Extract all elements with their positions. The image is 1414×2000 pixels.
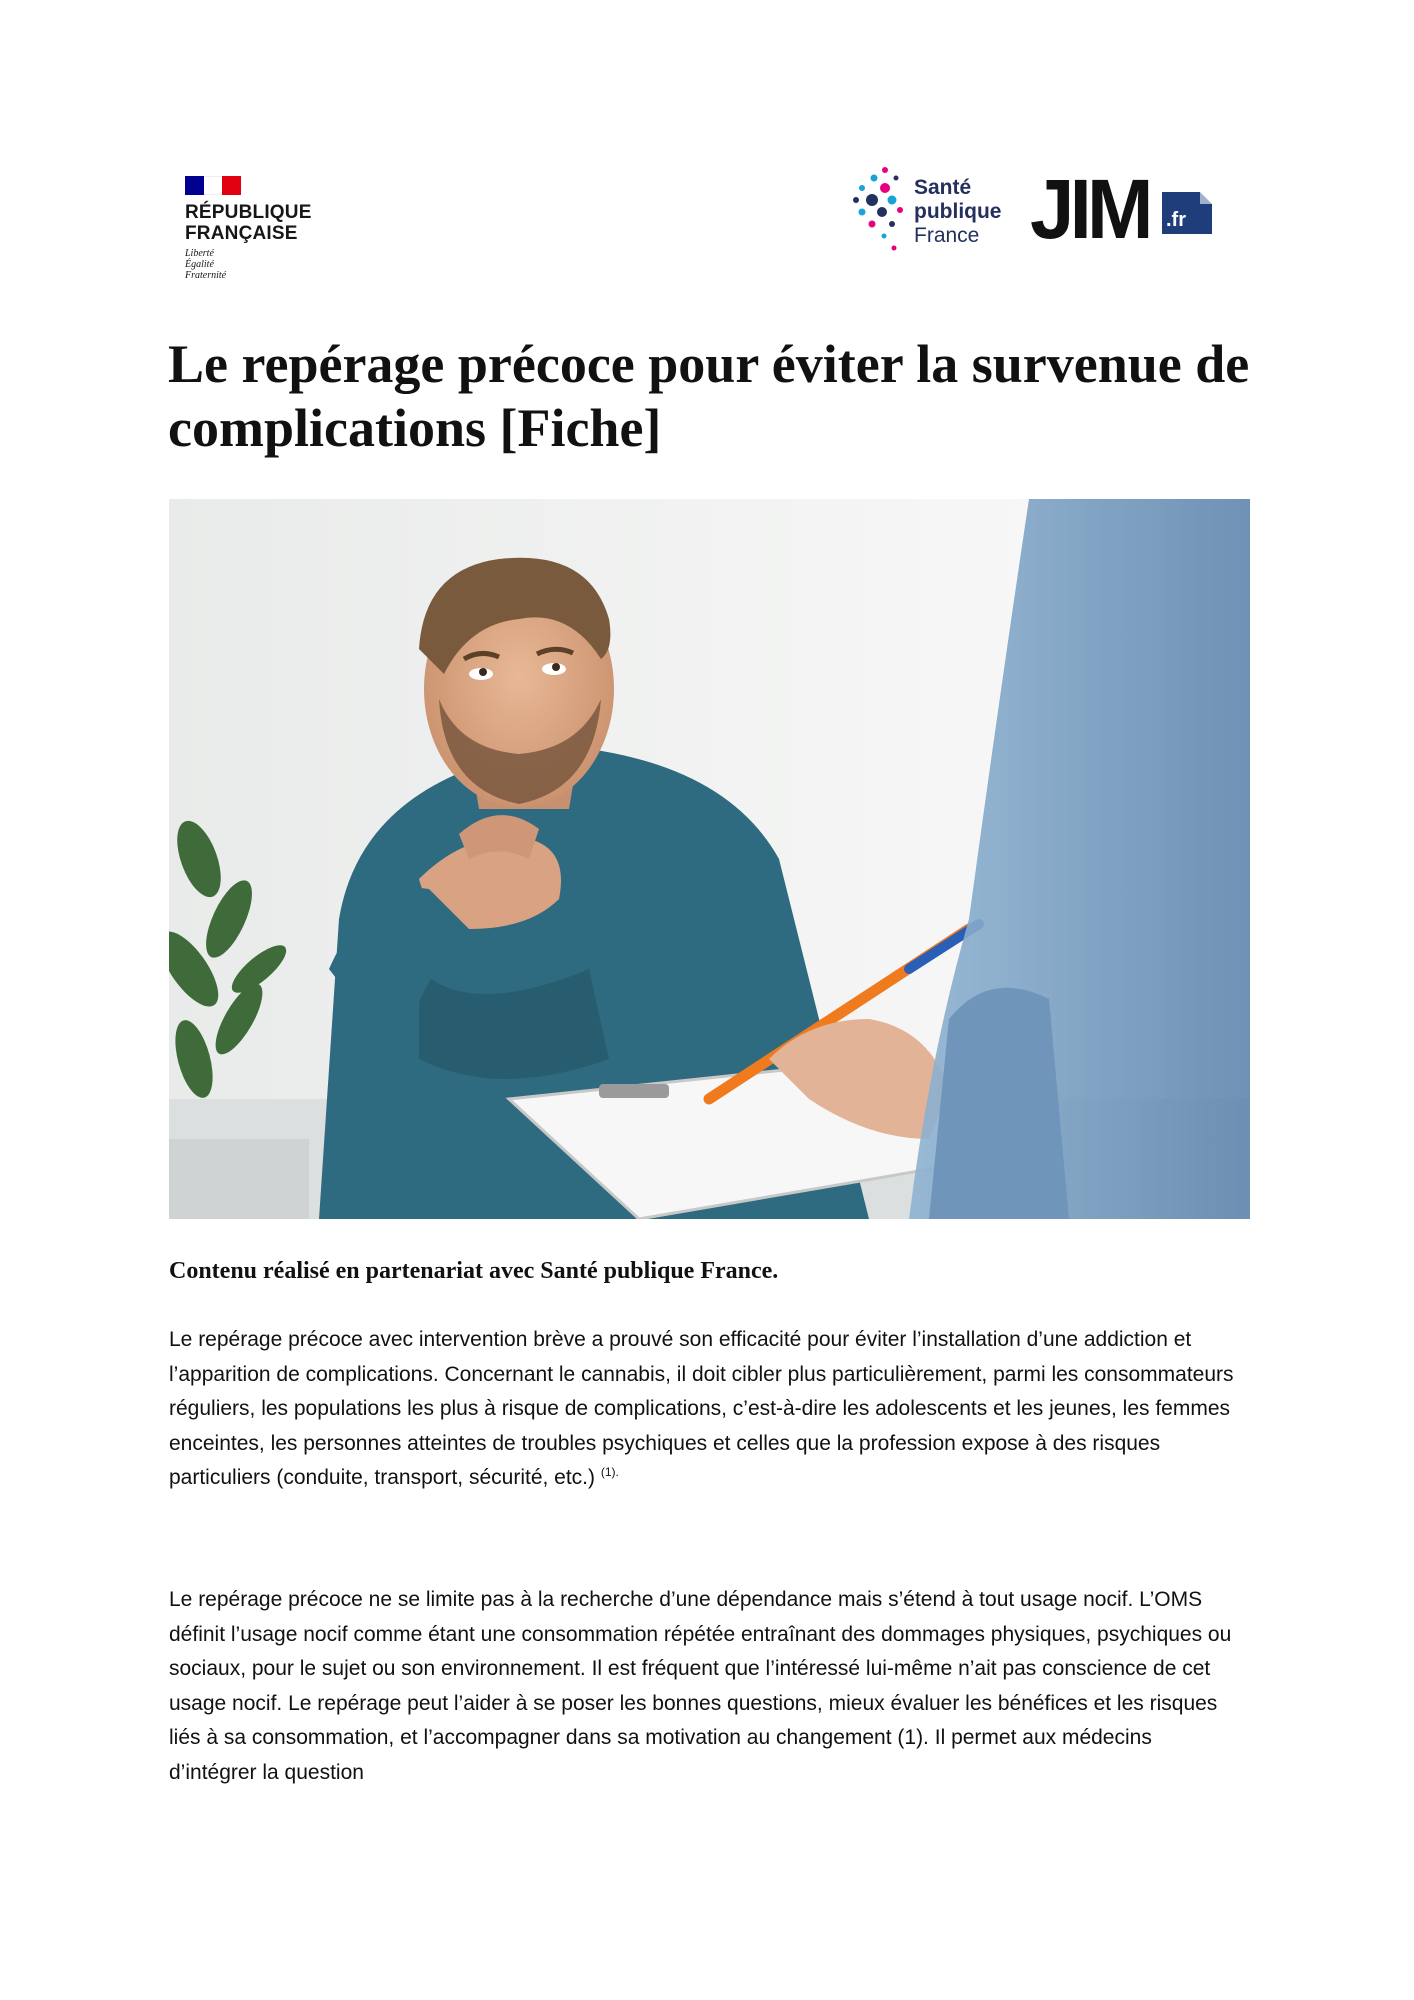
jim-wordmark: JIM (1030, 162, 1149, 256)
republique-name (185, 202, 335, 244)
republique-line-2: FRANÇAISE (185, 223, 298, 244)
paragraph-1 (169, 1323, 1244, 1496)
jim-suffix: .fr (1166, 209, 1186, 231)
motto-liberte: Liberté (185, 248, 214, 259)
consultation-photo (169, 499, 1250, 1219)
republique-line-1: RÉPUBLIQUE (185, 202, 312, 223)
jim-fr-logo (1030, 162, 1230, 256)
motto-fraternite: Fraternité (185, 270, 227, 281)
republique-francaise-logo (185, 176, 335, 296)
paragraph-2: Le repérage précoce ne se limite pas à la recherche d’une dépendance mais s’étend à tout usage nocif. L’OMS définit l’usage nocif comme étant une consommation répétée entraînant des dommages physiques, psychiques ou sociaux, pour le sujet ou son environnement. Il est fréquent que l’intéressé lui-même n’ait pas conscience de cet usage nocif. Le repérage peut l’aider à se poser les bonnes questions, mieux évaluer les bénéfices et les risques liés à sa consommation, et l’accompagner dans sa motivation au changement (1). Il permet aux médecins d’intégrer la question (169, 1588, 1232, 1784)
spf-word-france: France (914, 224, 980, 247)
reference-superscript: (1). (600, 1465, 619, 1479)
jim-fr-badge (1162, 192, 1212, 234)
paragraph-1-text: Le repérage précoce avec intervention brève a prouvé son efficacité pour éviter l’installation d’une addiction et l’apparition de complications. Concernant le cannabis, il doit cibler plus particulièrement, parmi les consommateurs réguliers, les populations les plus à risque de complications, c’est-à-dire les adolescents et les jeunes, les femmes enceintes, les personnes atteintes de troubles psychiques et celles que la profession expose à des risques particuliers (conduite, transport, sécurité, etc.) (169, 1328, 1234, 1489)
consultation-illustration (169, 499, 1250, 1219)
spf-wordmark (914, 176, 1002, 248)
french-flag-icon (185, 176, 241, 195)
spf-word-sante: Santé (914, 176, 972, 199)
page-fold-icon (1200, 192, 1212, 204)
spf-dots-icon (852, 166, 908, 256)
sante-publique-france-logo (852, 166, 1012, 256)
spf-word-publique: publique (914, 200, 1002, 223)
partnership-note: Contenu réalisé en partenariat avec Santé publique France. (169, 1258, 779, 1284)
motto-egalite: Égalité (185, 259, 214, 270)
republique-motto (185, 248, 335, 281)
article-title: Le repérage précoce pour éviter la survenue de complications [Fiche] (168, 334, 1250, 458)
